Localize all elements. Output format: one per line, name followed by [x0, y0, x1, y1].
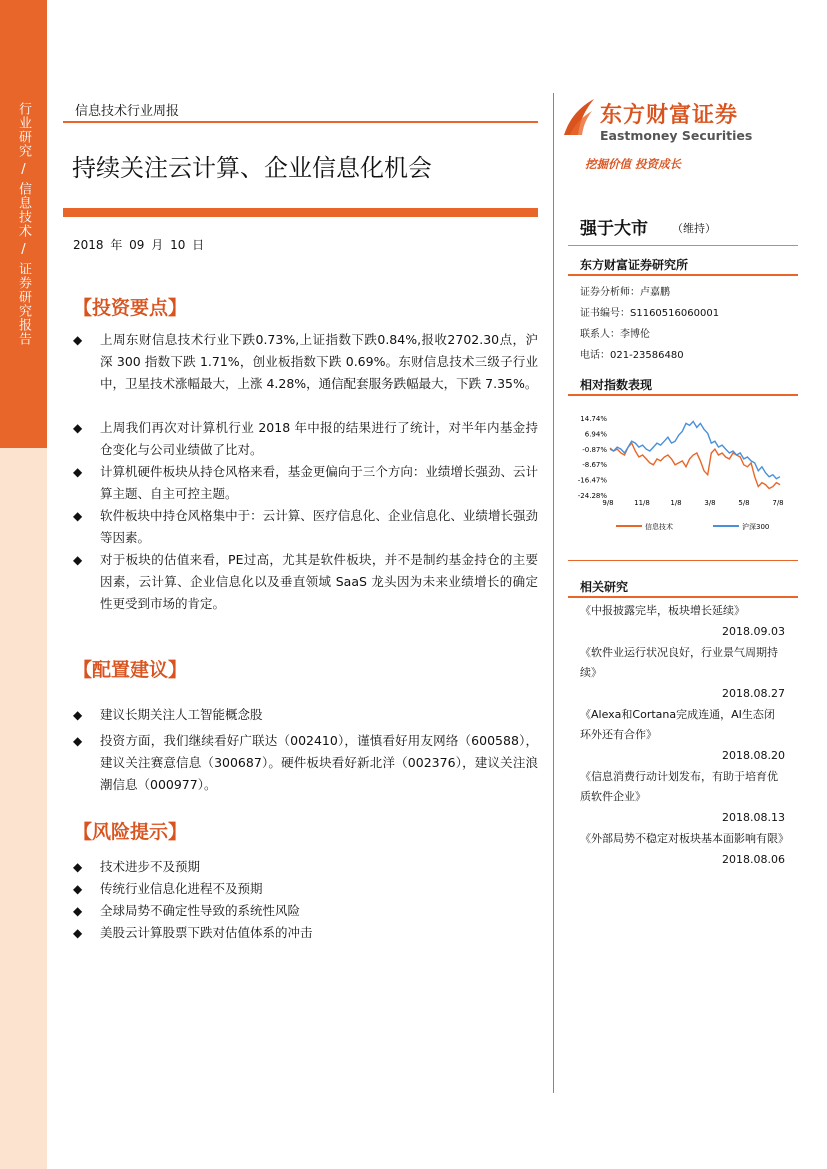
list-item	[73, 549, 538, 615]
risks-list	[73, 856, 538, 944]
bullet-text: 技术进步不及预期	[100, 859, 201, 874]
x-tick-label: 5/8	[738, 499, 750, 507]
bullet-text: 投资方面，我们继续看好广联达（002410），谨慎看好用友网络（600588），建议关注赛意信息（300687）。硬件板块看好新北洋（002376），建议关注浪潮信息（000977）。	[100, 733, 538, 792]
side-label-industry: 行业研究	[16, 102, 31, 158]
company-logo-en: Eastmoney Securities	[600, 128, 753, 143]
contact-phone: 电话：021-23586480	[580, 350, 684, 361]
title-accent-bar	[63, 208, 538, 217]
x-tick-label: 7/8	[772, 499, 784, 507]
rating-label: 强于大市	[580, 219, 648, 239]
related-research-title: 相关研究	[580, 580, 629, 594]
list-item	[73, 704, 538, 726]
series-line	[610, 443, 780, 488]
y-tick-label: -8.67%	[582, 461, 607, 470]
diamond-bullet-icon: ◆	[73, 904, 83, 918]
report-type: 信息技术行业周报	[75, 104, 180, 119]
y-tick-label: -24.28%	[577, 492, 607, 500]
related-research-divider	[568, 596, 798, 598]
related-research-list	[580, 601, 789, 871]
research-date: 2018.09.03	[722, 625, 785, 638]
header-divider	[63, 121, 538, 123]
diamond-bullet-icon: ◆	[73, 860, 83, 874]
y-tick-label: -0.87%	[582, 445, 607, 454]
bullet-text: 传统行业信息化进程不及预期	[100, 881, 263, 896]
research-link[interactable]: 《软件业运行状况良好，行业景气周期持续》	[580, 646, 778, 679]
diamond-bullet-icon: ◆	[73, 926, 83, 940]
side-label-sep: /	[16, 162, 31, 178]
diamond-bullet-icon: ◆	[73, 734, 83, 748]
side-category-label	[0, 100, 47, 348]
bullet-text: 建议长期关注人工智能概念股	[100, 707, 263, 722]
x-tick-label: 9/8	[602, 499, 614, 507]
diamond-bullet-icon: ◆	[73, 465, 83, 479]
x-tick-label: 11/8	[634, 499, 650, 507]
section-title-allocation: 【配置建议】	[73, 659, 188, 681]
bullet-text: 上周东财信息技术行业下跌0.73%,上证指数下跌0.84%,报收2702.30点，沪深 300 指数下跌 1.71%，创业板指数下跌 0.69%。东财信息技术三级子行业中，卫星技术涨幅最大，上涨 4.28%，通信配套服务跌幅最大，下跌 7.35%。	[100, 332, 538, 391]
research-date: 2018.08.20	[722, 749, 785, 762]
side-label-doc-type: 证券研究报告	[16, 262, 31, 346]
institute-divider	[568, 274, 798, 276]
list-item	[73, 922, 538, 944]
research-link[interactable]: 《信息消费行动计划发布，有助于培育优质软件企业》	[580, 770, 778, 803]
institute-name: 东方财富证券研究所	[580, 258, 689, 272]
company-logo-icon	[560, 95, 598, 141]
company-logo-text: 东方财富证券	[600, 103, 739, 128]
section-title-key-points: 【投资要点】	[73, 297, 188, 319]
research-date: 2018.08.06	[722, 853, 785, 866]
research-date: 2018.08.13	[722, 811, 785, 824]
performance-divider	[568, 394, 798, 396]
bullet-text: 计算机硬件板块从持仓风格来看，基金更偏向于三个方向：业绩增长强劲、云计算主题、自主可控主题。	[100, 464, 538, 501]
bullet-text: 软件板块中持仓风格集中于：云计算、医疗信息化、企业信息化、业绩增长强劲等因素。	[100, 508, 538, 545]
diamond-bullet-icon: ◆	[73, 882, 83, 896]
research-link[interactable]: 《外部局势不稳定对板块基本面影响有限》	[580, 832, 789, 845]
column-divider	[553, 93, 554, 1093]
legend-label: 沪深300	[742, 523, 770, 531]
y-tick-label: 6.94%	[584, 430, 607, 439]
list-item	[73, 461, 538, 505]
list-item	[73, 900, 538, 922]
diamond-bullet-icon: ◆	[73, 333, 83, 347]
diamond-bullet-icon: ◆	[73, 708, 83, 722]
list-item	[73, 417, 538, 461]
list-item	[73, 878, 538, 900]
certificate-number: 证书编号：S1160516060001	[580, 308, 720, 319]
bullet-text: 上周我们再次对计算机行业 2018 年中报的结果进行了统计，对半年内基金持仓变化与公司业绩做了比对。	[100, 420, 538, 457]
page-title: 持续关注云计算、企业信息化机会	[72, 154, 432, 182]
list-item	[73, 329, 538, 395]
report-date: 2018 年 09 月 10 日	[73, 238, 205, 252]
list-item	[73, 730, 538, 796]
diamond-bullet-icon: ◆	[73, 509, 83, 523]
research-link[interactable]: 《Alexa和Cortana完成连通，AI生态闭环外还有合作》	[580, 708, 775, 741]
section-title-risks: 【风险提示】	[73, 821, 188, 843]
list-item	[73, 505, 538, 549]
rating-status: （维持）	[672, 222, 716, 235]
side-label-sector: 信息技术	[16, 182, 31, 238]
rating-divider	[568, 245, 798, 246]
side-label-sep: /	[16, 242, 31, 258]
analyst-name: 证券分析师：卢嘉鹏	[580, 287, 670, 298]
bullet-text: 美股云计算股票下跌对估值体系的冲击	[100, 925, 313, 940]
relative-performance-chart	[568, 400, 798, 550]
research-link[interactable]: 《中报披露完毕，板块增长延续》	[580, 604, 745, 617]
bullet-text: 对于板块的估值来看，PE过高，尤其是软件板块，并不是制约基金持仓的主要因素，云计算、企业信息化以及垂直领域 SaaS 龙头因为未来业绩增长的确定性更受到市场的肯定。	[100, 552, 538, 611]
key-points-list	[73, 329, 538, 615]
diamond-bullet-icon: ◆	[73, 553, 83, 567]
list-item	[73, 856, 538, 878]
bullet-text: 全球局势不确定性导致的系统性风险	[100, 903, 301, 918]
legend-label: 信息技术	[645, 523, 673, 531]
y-tick-label: 14.74%	[580, 415, 607, 423]
diamond-bullet-icon: ◆	[73, 421, 83, 435]
chart-divider	[568, 560, 798, 561]
performance-title: 相对指数表现	[580, 378, 653, 392]
research-date: 2018.08.27	[722, 687, 785, 700]
y-tick-label: -16.47%	[577, 476, 607, 485]
allocation-list	[73, 704, 538, 796]
x-tick-label: 3/8	[704, 499, 716, 507]
x-tick-label: 1/8	[670, 499, 682, 507]
company-slogan: 挖掘价值 投资成长	[585, 157, 682, 171]
contact-person: 联系人：李博伦	[580, 329, 650, 340]
